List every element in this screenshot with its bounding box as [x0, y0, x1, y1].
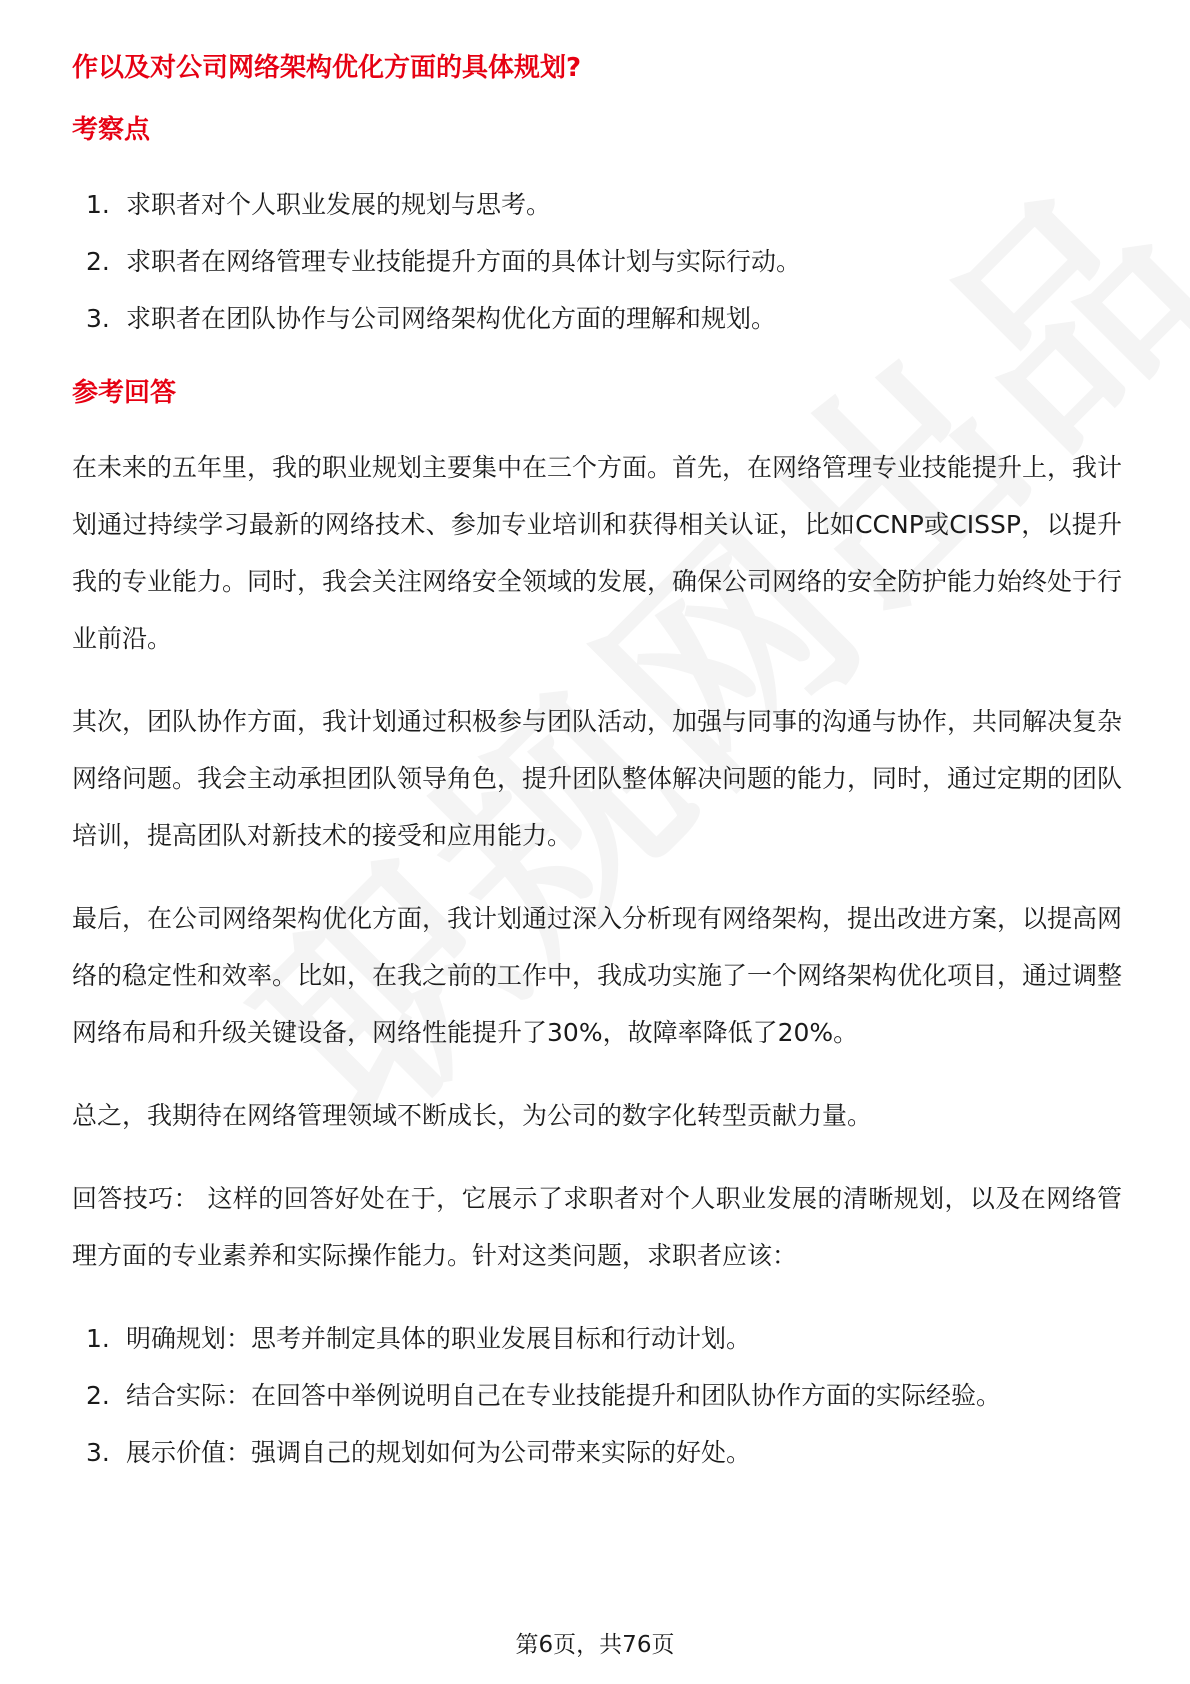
list-item-number: 1.	[86, 190, 110, 219]
list-item-text: 求职者在团队协作与公司网络架构优化方面的理解和规划。	[126, 304, 777, 333]
list-item-text: 明确规划：思考并制定具体的职业发展目标和行动计划。	[126, 1324, 752, 1353]
list-item	[72, 290, 1122, 347]
key-points-heading: 考察点	[72, 115, 151, 145]
answer-paragraph: 在未来的五年里，我的职业规划主要集中在三个方面。首先，在网络管理专业技能提升上，我计划通过持续学习最新的网络技术、参加专业培训和获得相关认证，比如CCNP或CISSP，以提升我的专业能力。同时，我会关注网络安全领域的发展，确保公司网络的安全防护能力始终处于行业前沿。	[72, 453, 1123, 653]
document-content	[72, 48, 1122, 1507]
key-points-list	[72, 176, 1122, 347]
list-item	[72, 233, 1122, 290]
list-item-number: 2.	[86, 247, 110, 276]
answer-paragraph: 其次，团队协作方面，我计划通过积极参与团队活动，加强与同事的沟通与协作，共同解决复杂网络问题。我会主动承担团队领导角色，提升团队整体解决问题的能力，同时，通过定期的团队培训，提高团队对新技术的接受和应用能力。	[72, 707, 1123, 850]
answer-paragraph: 最后，在公司网络架构优化方面，我计划通过深入分析现有网络架构，提出改进方案，以提高网络的稳定性和效率。比如，在我之前的工作中，我成功实施了一个网络架构优化项目，通过调整网络布局和升级关键设备，网络性能提升了30%，故障率降低了20%。	[72, 904, 1123, 1047]
list-item-text: 结合实际：在回答中举例说明自己在专业技能提升和团队协作方面的实际经验。	[126, 1381, 1002, 1410]
list-item-text: 展示价值：强调自己的规划如何为公司带来实际的好处。	[126, 1438, 752, 1467]
list-item-number: 3.	[86, 304, 110, 333]
list-item-number: 3.	[86, 1438, 110, 1467]
list-item	[72, 1310, 1122, 1367]
list-item	[72, 1424, 1122, 1481]
question-title: 作以及对公司网络架构优化方面的具体规划?	[72, 53, 582, 83]
list-item-text: 求职者在网络管理专业技能提升方面的具体计划与实际行动。	[126, 247, 802, 276]
list-item-number: 2.	[86, 1381, 110, 1410]
list-item	[72, 1367, 1122, 1424]
list-item-number: 1.	[86, 1324, 110, 1353]
tips-list	[72, 1310, 1122, 1481]
answer-paragraph: 总之，我期待在网络管理领域不断成长，为公司的数字化转型贡献力量。	[72, 1101, 873, 1130]
page-number: 第6页，共76页	[515, 1632, 675, 1658]
list-item-text: 求职者对个人职业发展的规划与思考。	[126, 190, 552, 219]
list-item	[72, 176, 1122, 233]
answer-tips-paragraph: 回答技巧： 这样的回答好处在于，它展示了求职者对个人职业发展的清晰规划，以及在网络管理方面的专业素养和实际操作能力。针对这类问题，求职者应该：	[72, 1184, 1122, 1270]
reference-answer-heading: 参考回答	[72, 378, 177, 408]
